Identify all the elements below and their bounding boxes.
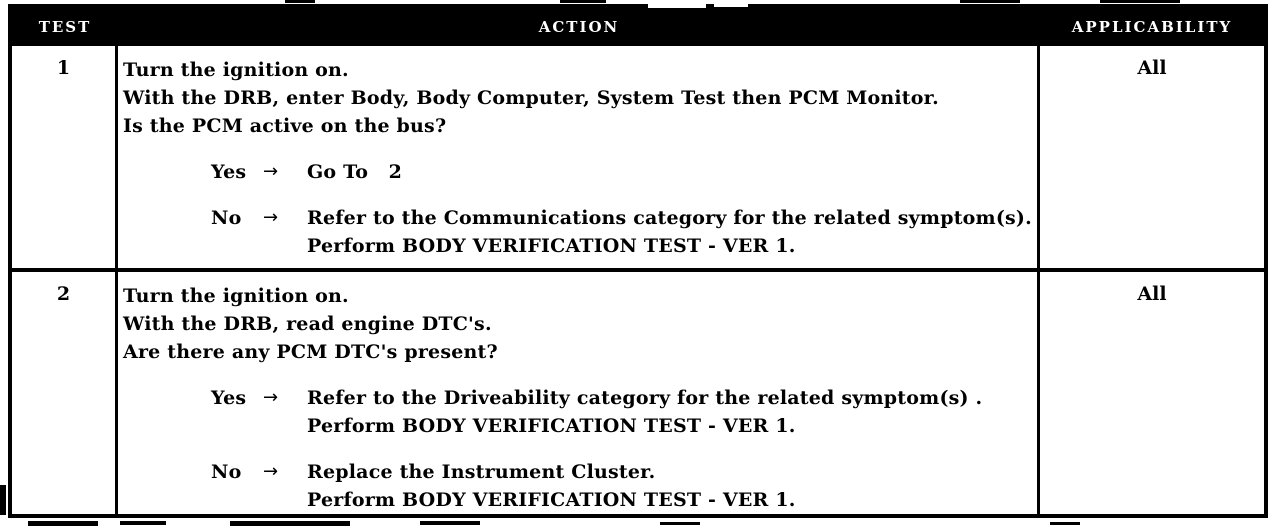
header-cell-applicability: APPLICABILITY (1071, 18, 1233, 36)
scan-artifact (560, 0, 606, 3)
table-row-test-1 (12, 46, 1264, 272)
right-arrow-icon: → (263, 461, 279, 482)
result-line: Perform BODY VERIFICATION TEST - VER 1. (307, 235, 796, 257)
result-line: Perform BODY VERIFICATION TEST - VER 1. (307, 415, 796, 437)
answer-result (307, 158, 1033, 186)
scan-artifact (285, 0, 315, 3)
applicability-value: All (1137, 283, 1167, 305)
action-cell (118, 272, 1040, 514)
answer-yes (211, 158, 1033, 186)
table-header-row (12, 8, 1264, 46)
right-arrow-icon: → (263, 207, 279, 228)
action-line: Is the PCM active on the bus? (123, 115, 447, 137)
scan-artifact (648, 4, 706, 8)
scan-artifact (1100, 0, 1180, 3)
action-cell (118, 46, 1040, 268)
header-cell-test: TEST (38, 18, 92, 36)
result-line: Replace the Instrument Cluster. (307, 461, 656, 483)
action-line: With the DRB, read engine DTC's. (123, 313, 492, 335)
answer-label: Yes (211, 387, 247, 409)
scan-artifact (230, 521, 350, 526)
answer-result (307, 204, 1033, 260)
answer-no (211, 204, 1033, 260)
test-number: 2 (12, 272, 118, 514)
scan-artifact (28, 521, 98, 526)
answer-yes (211, 384, 1033, 440)
test-number: 1 (12, 46, 118, 268)
result-line: Go To 2 (307, 161, 403, 183)
answer-no (211, 458, 1033, 514)
result-line: Refer to the Communications category for the related symptom(s). (307, 207, 1032, 229)
answer-label: Yes (211, 161, 247, 183)
scan-artifact (420, 521, 480, 525)
scan-artifact (660, 522, 700, 525)
right-arrow-icon: → (263, 387, 279, 408)
scan-artifact (120, 521, 166, 525)
right-arrow-icon: → (263, 161, 279, 182)
table-row-test-2 (12, 272, 1264, 514)
result-line: Refer to the Driveability category for the related symptom(s) . (307, 387, 983, 409)
action-line: Are there any PCM DTC's present? (123, 341, 498, 363)
answer-label: No (211, 461, 242, 483)
scan-artifact (0, 485, 6, 515)
diagnostic-test-table (8, 4, 1268, 518)
answer-result (307, 458, 1033, 514)
result-line: Perform BODY VERIFICATION TEST - VER 1. (307, 489, 796, 511)
action-line: With the DRB, enter Body, Body Computer, System Test then PCM Monitor. (123, 87, 939, 109)
applicability-value: All (1137, 57, 1167, 79)
action-line: Turn the ignition on. (123, 285, 349, 307)
header-cell-action: ACTION (538, 18, 620, 36)
answer-label: No (211, 207, 242, 229)
scan-artifact (960, 0, 1020, 3)
action-line: Turn the ignition on. (123, 59, 349, 81)
scan-artifact (714, 4, 748, 7)
scan-artifact (1050, 522, 1080, 525)
answer-result (307, 384, 1033, 440)
